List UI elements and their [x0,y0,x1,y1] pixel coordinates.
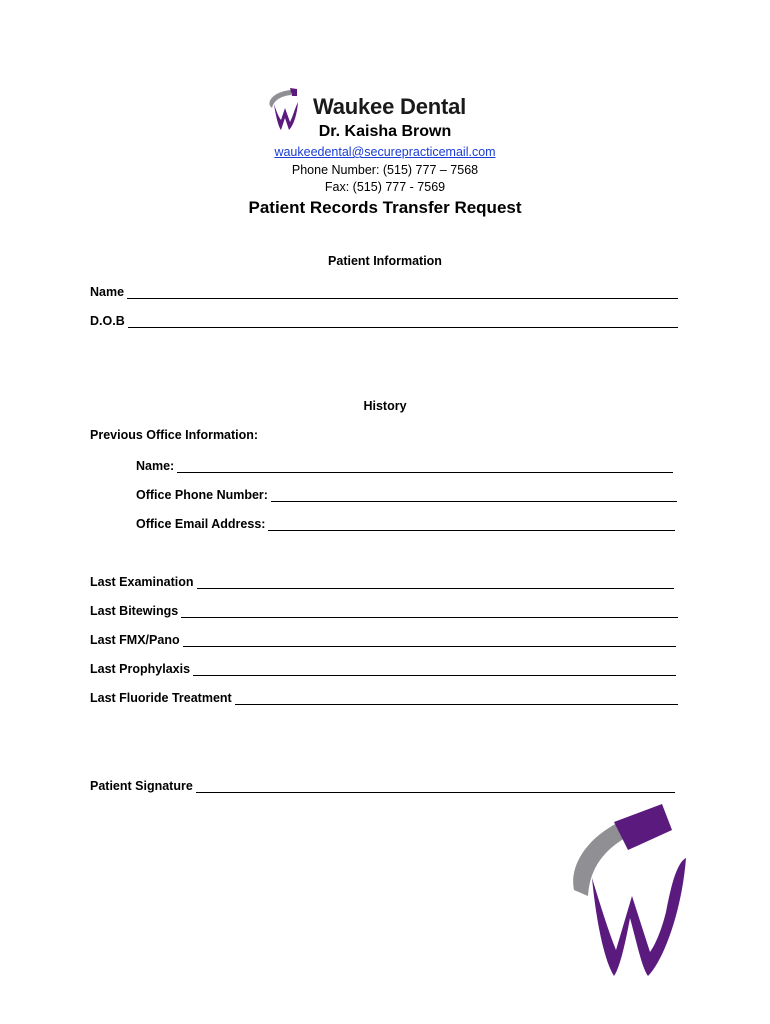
fill-line[interactable] [268,518,675,531]
field-label: Last Bitewings [90,604,179,618]
fill-line[interactable] [193,663,676,676]
doctor-name: Dr. Kaisha Brown [318,123,452,140]
field-office-name[interactable] [136,457,673,473]
form-title: Patient Records Transfer Request [248,198,522,217]
field-name[interactable] [90,283,678,299]
field-label: Last FMX/Pano [90,633,180,647]
field-office-phone[interactable] [136,486,677,502]
tooth-w-watermark-icon [566,800,696,980]
email-link[interactable]: waukeedental@securepracticemail.com [274,145,496,159]
signature-line[interactable] [196,780,675,793]
field-label: D.O.B [90,314,125,328]
field-office-email[interactable] [136,515,675,531]
fill-line[interactable] [127,286,678,299]
field-last-examination[interactable] [90,573,674,589]
field-label: Name: [136,459,175,473]
section-patient-information: Patient Information [328,254,442,268]
fill-line[interactable] [197,576,675,589]
field-dob[interactable] [90,312,678,328]
field-label: Last Prophylaxis [90,662,191,676]
field-last-fluoride-treatment[interactable] [90,689,678,705]
fill-line[interactable] [235,692,678,705]
field-last-prophylaxis[interactable] [90,660,676,676]
fill-line[interactable] [177,460,673,473]
field-patient-signature[interactable] [90,777,675,793]
clinic-name: Waukee Dental [313,94,467,119]
field-label: Office Phone Number: [136,488,268,502]
field-label: Last Fluoride Treatment [90,691,232,705]
fax-number: Fax: (515) 777 - 7569 [324,180,446,194]
fill-line[interactable] [271,489,677,502]
field-label: Office Email Address: [136,517,266,531]
previous-office-heading: Previous Office Information: [90,428,259,442]
field-last-bitewings[interactable] [90,602,678,618]
field-label: Last Examination [90,575,194,589]
field-last-fmx-pano[interactable] [90,631,676,647]
fill-line[interactable] [128,315,678,328]
section-history: History [363,399,407,413]
phone-number: Phone Number: (515) 777 – 7568 [291,163,479,177]
fill-line[interactable] [181,605,678,618]
field-label: Patient Signature [90,779,193,793]
fill-line[interactable] [183,634,676,647]
field-label: Name [90,285,125,299]
